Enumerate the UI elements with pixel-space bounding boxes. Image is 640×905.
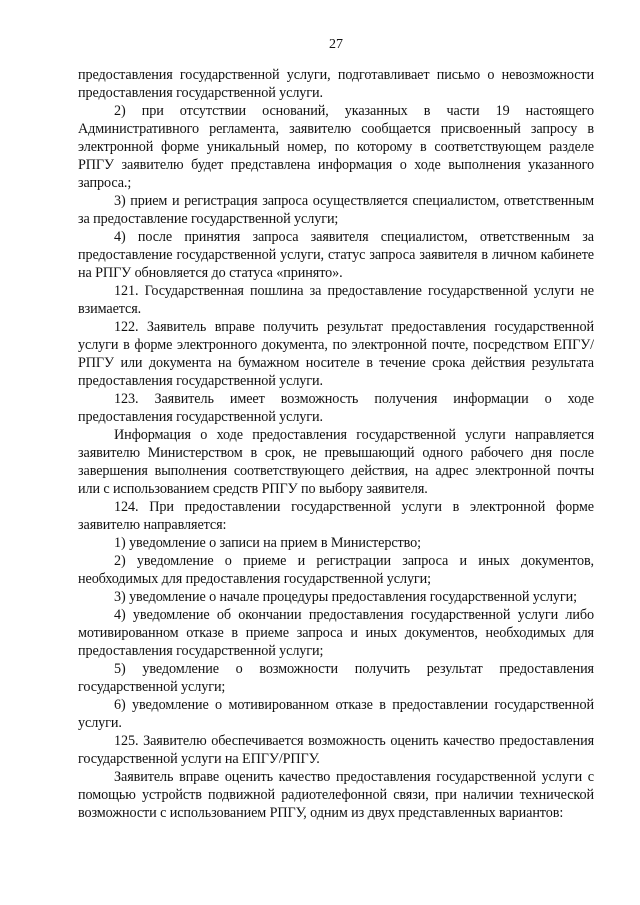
paragraph-124-item-5: 5) уведомление о возможности получить результат предоставления государственной услуги; — [78, 661, 594, 695]
paragraph-124-item-3: 3) уведомление о начале процедуры предоставления государственной услуги; — [114, 589, 577, 605]
paragraph-124-item-4: 4) уведомление об окончании предоставления государственной услуги либо мотивированном отказе в приеме запроса и иных документов, необходимых для предоставления государственной услуги; — [78, 607, 594, 659]
paragraph-123-info: Информация о ходе предоставления государственной услуги направляется заявителю Министерством в срок, не превышающий одного рабочего дня после завершения выполнения соответствующего действия, на адрес электронной почты или с использованием средств РПГУ по выбору заявителя. — [78, 427, 594, 497]
paragraph-123: 123. Заявитель имеет возможность получения информации о ходе предоставления государственной услуги. — [78, 391, 594, 425]
paragraph-item-4: 4) после принятия запроса заявителя специалистом, ответственным за предоставление государственной услуги, статус запроса заявителя в личном кабинете на РПГУ обновляется до статуса «принято». — [78, 229, 594, 281]
paragraph-124: 124. При предоставлении государственной услуги в электронной форме заявителю направляется: — [78, 499, 594, 533]
paragraph-continuation: предоставления государственной услуги, подготавливает письмо о невозможности предоставления государственной услуги. — [78, 67, 594, 101]
paragraph-item-3: 3) прием и регистрация запроса осуществляется специалистом, ответственным за предоставление государственной услуги; — [78, 193, 594, 227]
paragraph-item-2: 2) при отсутствии оснований, указанных в части 19 настоящего Административного регламента, заявителю сообщается присвоенный запросу в электронной форме уникальный номер, по которому в соответствующем разделе РПГУ заявителю будет представлена информация о ходе выполнения указанного запроса.; — [78, 103, 594, 191]
paragraph-124-item-2: 2) уведомление о приеме и регистрации запроса и иных документов, необходимых для предоставления государственной услуги; — [78, 553, 594, 587]
paragraph-124-item-6: 6) уведомление о мотивированном отказе в предоставлении государственной услуги. — [78, 697, 594, 731]
paragraph-125: 125. Заявителю обеспечивается возможность оценить качество предоставления государственной услуги на ЕПГУ/РПГУ. — [78, 733, 594, 767]
paragraph-125-rating: Заявитель вправе оценить качество предоставления государственной услуги с помощью устройств подвижной радиотелефонной связи, при наличии технической возможности с использованием РПГУ, одним из двух представленных вариантов: — [78, 769, 594, 821]
paragraph-122: 122. Заявитель вправе получить результат предоставления государственной услуги в форме электронного документа, по электронной почте, посредством ЕПГУ/РПГУ или документа на бумажном носителе в течение срока действия результата предоставления государственной услуги. — [78, 319, 594, 389]
page-number: 27 — [329, 37, 343, 52]
paragraph-121: 121. Государственная пошлина за предоставление государственной услуги не взимается. — [78, 283, 594, 317]
paragraph-124-item-1: 1) уведомление о записи на прием в Министерство; — [114, 535, 421, 551]
